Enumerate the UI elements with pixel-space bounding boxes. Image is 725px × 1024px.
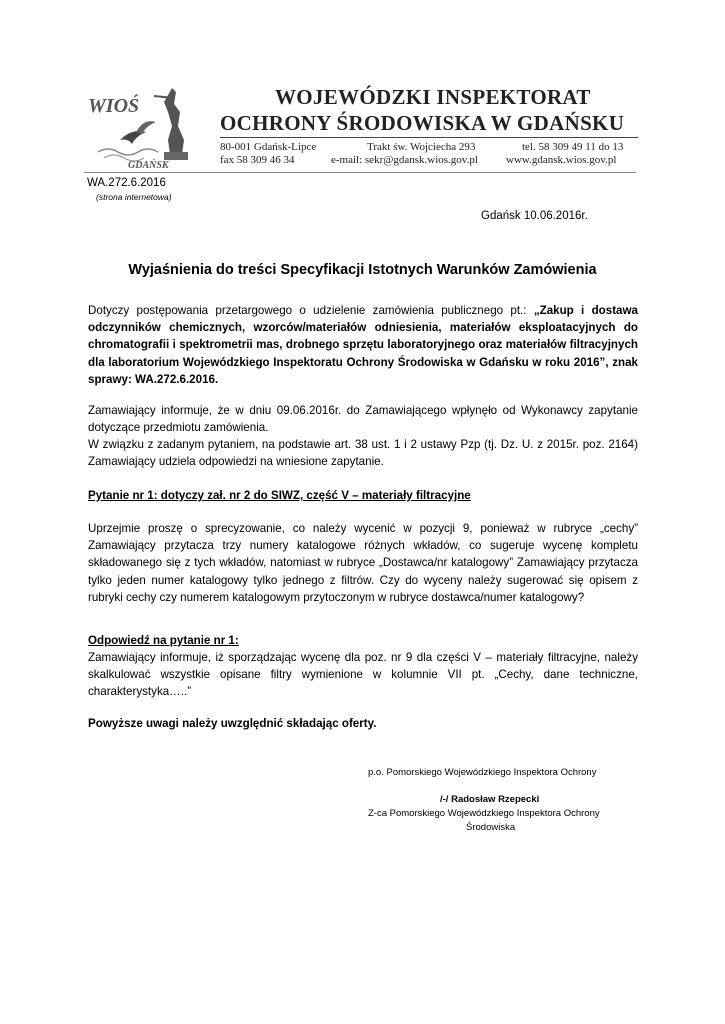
question-heading: Pytanie nr 1: dotyczy zał. nr 2 do SIWZ, część V – materiały filtracyjne [88,489,471,502]
website-address: www.gdansk.wios.gov.pl [506,154,617,166]
letterhead [84,82,640,178]
intro-subject: „Zakup i dostawa odczynników chemicznych, wzorców/materiałów odniesienia, materiałów eksploatacyjnych do chromatografii i spektrometrii mas, drobnego sprzętu laboratoryjnego oraz materiałów filtracyjnych dla laboratorium Wojewódzkiego Inspektoratu Ochrony Środowiska w Gdańsku w roku 2016”, znak sprawy: WA.272.6.2016. [88,304,638,386]
signature-role-line2: Środowiska [466,822,516,833]
place-and-date: Gdańsk 10.06.2016r. [481,210,588,222]
wios-logo [84,82,204,172]
reference-number: WA.272.6.2016 [87,177,166,189]
letterhead-divider [220,137,638,138]
wios-logo-icon [84,82,204,172]
info-paragraph-1: Zamawiający informuje, że w dniu 09.06.2016r. do Zamawiającego wpłynęło od Wykonawcy zapytanie dotyczące przedmiotu zamówienia. [88,404,638,435]
org-name-line1: WOJEWÓDZKI INSPEKTORAT [275,85,591,109]
letterhead-bottom-rule [84,172,636,173]
intro-lead: Dotyczy postępowania przetargowego o udzielenie zamówienia publicznego pt.: [88,304,534,317]
logo-text-top: WIOŚ [88,95,140,117]
email-address: e-mail: sekr@gdansk.wios.gov.pl [331,154,478,166]
phone-number: tel. 58 309 49 11 do 13 [522,141,624,153]
signature-on-behalf: p.o. Pomorskiego Wojewódzkiego Inspektora Ochrony [368,767,597,778]
answer-heading: Odpowiedź na pytanie nr 1: [88,634,239,647]
address-street: Trakt św. Wojciecha 293 [367,141,476,153]
org-name-line2: OCHRONY ŚRODOWISKA W GDAŃSKU [220,111,625,135]
intro-paragraph [88,302,638,388]
document-title: Wyjaśnienia do treści Specyfikacji Istotnych Warunków Zamówienia [128,262,597,278]
logo-text-bottom: GDAŃSK [128,160,169,171]
fax-number: fax 58 309 46 34 [220,154,295,166]
closing-note: Powyższe uwagi należy uwzględnić składając oferty. [88,717,377,730]
reference-note: (strona internetowa) [96,192,172,202]
info-paragraph-2: W związku z zadanym pytaniem, na podstawie art. 38 ust. 1 i 2 ustawy Pzp (tj. Dz. U. z 2015r. poz. 2164) Zamawiający udziela odpowiedzi na wniesione zapytanie. [88,438,638,469]
signature-signer: /-/ Radosław Rzepecki [440,794,540,805]
question-body: Uprzejmie proszę o sprecyzowanie, co należy wycenić w pozycji 9, ponieważ w rubryce „cechy” Zamawiający przytacza trzy numery katalogowe różnych wkładów, co sugeruje wycenę kompletu składowanego się z tych wkładów, natomiast w rubryce „Dostawca/nr katalogowy” Zamawiający przytacza tylko jeden numer katalogowy tylko jednego z filtrów. Czy do wyceny należy sugerować się opisem z rubryki cechy czy numerem katalogowym przytoczonym w rubryce dostawca/numer katalogowy? [88,522,638,604]
answer-body: Zamawiający informuje, iż sporządzając wycenę dla poz. nr 9 dla części V – materiały filtracyjne, należy skalkulować wszystkie opisane filtry wymienione w kolumnie VII pt. „Cechy, dane techniczne, charakterystyka…..” [88,651,638,699]
contact-block [220,141,640,173]
signature-role-line1: Z-ca Pomorskiego Wojewódzkiego Inspektora Ochrony [368,808,600,819]
address-city: 80-001 Gdańsk-Lipce [220,141,317,153]
